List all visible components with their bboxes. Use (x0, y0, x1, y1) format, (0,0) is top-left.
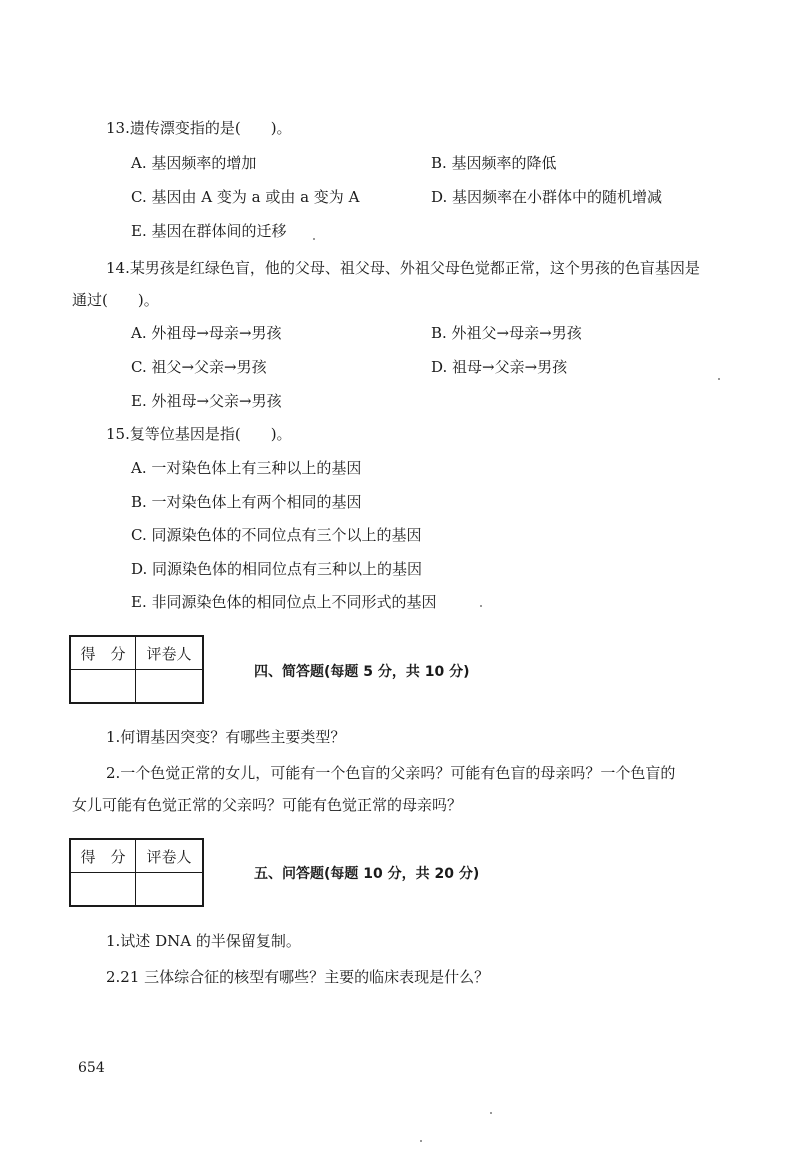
question-13-stem: 13.遗传漂变指的是( )。 (106, 119, 292, 137)
section4-score-cell (70, 670, 136, 704)
question-15-option-b: B. 一对染色体上有两个相同的基因 (131, 493, 362, 511)
section4-score-table (69, 635, 204, 704)
section5-score-cell (70, 873, 136, 907)
question-15-stem: 15.复等位基因是指( )。 (106, 425, 292, 443)
section4-title: 四、简答题(每题 5 分，共 10 分) (254, 664, 470, 680)
scan-speck (718, 378, 720, 380)
section4-score-label: 得 分 (70, 636, 136, 670)
section4-grader-label: 评卷人 (136, 636, 204, 670)
section5-score-label: 得 分 (70, 839, 136, 873)
section4-question-2-line2: 女儿可能有色觉正常的父亲吗？可能有色觉正常的母亲吗？ (72, 796, 463, 814)
section5-question-2: 2.21 三体综合征的核型有哪些？主要的临床表现是什么？ (106, 968, 490, 986)
section5-title: 五、问答题(每题 10 分，共 20 分) (254, 866, 480, 882)
section4-question-2-line1: 2.一个色觉正常的女儿，可能有一个色盲的父亲吗？可能有色盲的母亲吗？一个色盲的 (106, 764, 676, 782)
section5-score-table (69, 838, 204, 907)
question-14-option-e: E. 外祖母→父亲→男孩 (131, 392, 282, 410)
question-15-option-c: C. 同源染色体的不同位点有三个以上的基因 (131, 526, 422, 544)
question-15-option-d: D. 同源染色体的相同位点有三种以上的基因 (131, 560, 423, 578)
question-15-option-e: E. 非同源染色体的相同位点上不同形式的基因 (131, 593, 437, 611)
question-14-option-b: B. 外祖父→母亲→男孩 (431, 324, 582, 342)
question-13-option-a: A. 基因频率的增加 (131, 154, 257, 172)
scan-speck (313, 238, 315, 240)
question-14-option-c: C. 祖父→父亲→男孩 (131, 358, 267, 376)
section4-grader-cell (136, 670, 204, 704)
question-13-option-e: E. 基因在群体间的迁移 (131, 222, 287, 240)
question-13-option-c: C. 基因由 A 变为 a 或由 a 变为 A (131, 188, 360, 206)
scan-speck (480, 605, 482, 607)
question-14-option-d: D. 祖母→父亲→男孩 (431, 358, 568, 376)
question-14-stem-line1: 14.某男孩是红绿色盲，他的父母、祖父母、外祖父母色觉都正常，这个男孩的色盲基因是 (106, 259, 700, 277)
section4-question-1: 1.何谓基因突变？有哪些主要类型？ (106, 728, 346, 746)
question-15-option-a: A. 一对染色体上有三种以上的基因 (131, 459, 362, 477)
question-14-stem-line2: 通过( )。 (72, 291, 159, 309)
section5-grader-label: 评卷人 (136, 839, 204, 873)
question-14-option-a: A. 外祖母→母亲→男孩 (131, 324, 282, 342)
question-13-option-b: B. 基因频率的降低 (431, 154, 557, 172)
scan-speck (420, 1140, 422, 1142)
page-number: 654 (78, 1060, 105, 1076)
question-13-option-d: D. 基因频率在小群体中的随机增减 (431, 188, 663, 206)
section5-grader-cell (136, 873, 204, 907)
scan-speck (490, 1112, 492, 1114)
section5-question-1: 1.试述 DNA 的半保留复制。 (106, 932, 301, 950)
